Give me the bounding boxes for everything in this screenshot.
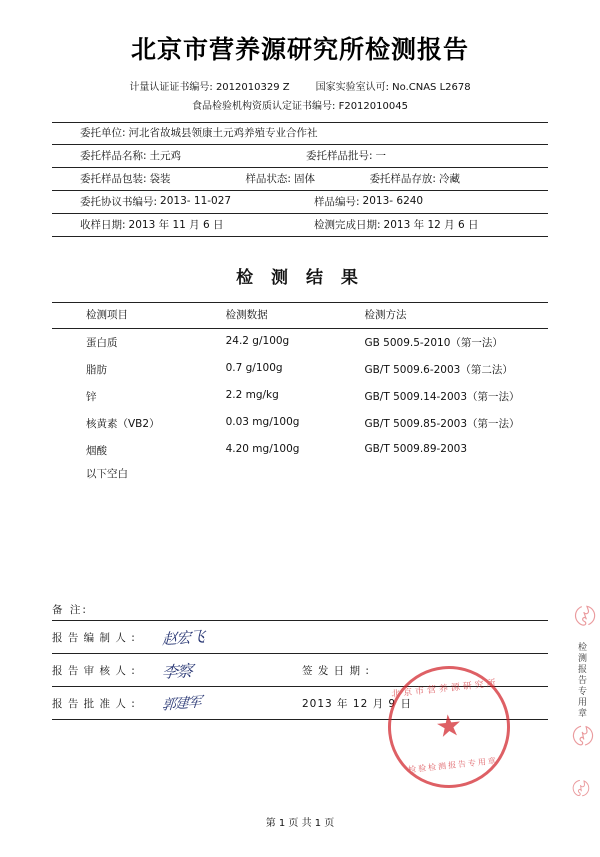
cnas-cert-label: 国家实验室认可: [315,82,389,93]
prepared-by-signature-cell [162,627,302,648]
table-row [52,437,548,464]
reviewed-by-signature: 李察 [161,660,193,682]
package-label: 委托样品包装: [80,172,147,185]
approved-by-signature: 郭建军 [161,694,202,714]
prepared-by-row [52,621,548,654]
result-data: 4.20 mg/100g [225,443,300,455]
column-header-item: 检测项目 [52,303,226,329]
edge-stamp-mark-icon: 〄 [570,722,597,752]
result-item: 烟酸 [86,445,107,457]
edge-stamp-mark-icon: 〄 [571,601,600,633]
result-data: 0.03 mg/100g [225,416,300,428]
client-value: 河北省故城县领康土元鸡养殖专业合作社 [128,127,318,139]
remark-row [52,595,548,621]
report-page [0,30,600,857]
complete-date-label: 检测完成日期: [314,218,381,231]
result-method: GB/T 5009.14-2003（第一法） [364,391,520,403]
agreement-label: 委托协议书编号: [80,195,158,208]
result-method: GB/T 5009.6-2003（第二法） [364,364,513,376]
result-item: 锌 [86,391,97,403]
result-data: 24.2 g/100g [225,335,290,347]
agreement-cell [52,191,300,213]
stamp-top-text: 北京市营养源研究所 [390,678,500,700]
issue-date-label: 签 发 日 期 : [302,664,370,677]
issue-date-value-cell: 2013 年 12 月 9 日 [302,697,412,710]
result-item: 脂肪 [86,364,107,376]
info-row-dates [52,214,548,237]
certification-line [0,78,600,93]
results-table [52,302,548,464]
reviewed-by-label: 报 告 审 核 人 : [52,664,136,677]
receive-date-label: 收样日期: [80,218,126,231]
result-method: GB/T 5009.85-2003（第一法） [364,418,520,430]
storage-value: 冷藏 [438,172,460,185]
metrology-cert-value: 2012010329 Z [215,82,290,93]
metrology-cert-label: 计量认证证书编号: [129,82,213,93]
receive-date-cell [52,214,300,236]
sample-name-label: 委托样品名称: [80,149,147,162]
table-row [52,410,548,437]
prepared-by-signature: 赵宏飞 [161,626,205,649]
info-row-client [52,122,548,145]
page-footer: 第 1 页 共 1 页 [265,818,335,829]
prepared-by-label: 报 告 编 制 人 : [52,631,136,644]
info-block [52,122,548,237]
receive-date-value: 2013 年 11 月 6 日 [128,218,224,231]
food-cert-line: 食品检验机构资质认定证书编号: F2012010045 [192,101,408,112]
state-value: 固体 [293,172,315,185]
info-row-sample-name [52,145,548,168]
sample-no-value: 2013- 6240 [362,195,424,207]
result-method: GB/T 5009.89-2003 [364,443,468,455]
batch-cell [300,145,548,167]
info-row-package [52,168,548,191]
page-title: 北京市营养源研究所检测报告 [130,35,469,64]
cnas-cert-value: No.CNAS L2678 [392,82,471,93]
package-cell [52,168,245,190]
side-stamp-text: 检测报告专用章 [576,642,586,719]
client-label: 委托单位: [80,127,126,139]
stamp-bottom-text: 检验检测报告专用章 [407,756,499,775]
result-data: 2.2 mg/kg [225,389,279,401]
result-item: 核黄素（VB2） [86,418,160,430]
table-row [52,329,548,357]
column-header-data: 检测数据 [226,303,365,329]
agreement-value: 2013- 11-027 [160,195,232,207]
column-header-method: 检测方法 [364,303,548,329]
results-heading: 检 测 结 果 [236,268,364,288]
approved-by-signature-cell [162,693,302,713]
storage-label: 委托样品存放: [369,172,436,185]
metrology-cert [129,78,289,93]
storage-cell [369,168,548,190]
package-value: 袋装 [149,172,171,185]
table-row [52,356,548,383]
star-icon: ★ [433,707,465,746]
complete-date-value: 2013 年 12 月 6 日 [383,218,479,231]
result-data: 0.7 g/100g [225,362,283,374]
sample-no-cell [300,191,548,213]
batch-label: 委托样品批号: [306,149,373,162]
complete-date-cell [300,214,548,236]
batch-value: 一 [375,149,387,162]
state-label: 样品状态: [245,172,291,185]
blank-below-note: 以下空白 [86,468,128,480]
info-row-agreement [52,191,548,214]
sample-no-label: 样品编号: [314,195,360,208]
edge-stamp-mark-icon: 〄 [570,777,592,802]
reviewed-by-signature-cell [162,659,302,682]
table-row [52,383,548,410]
result-method: GB 5009.5-2010（第一法） [364,337,503,349]
cnas-cert [316,78,471,93]
approved-by-label: 报 告 批 准 人 : [52,697,136,710]
state-cell [245,168,369,190]
sample-name-value: 土元鸡 [149,149,182,162]
remark-label: 备 注: [52,604,88,616]
result-item: 蛋白质 [86,337,118,349]
sample-name-cell [52,145,300,167]
client-cell [52,123,548,144]
